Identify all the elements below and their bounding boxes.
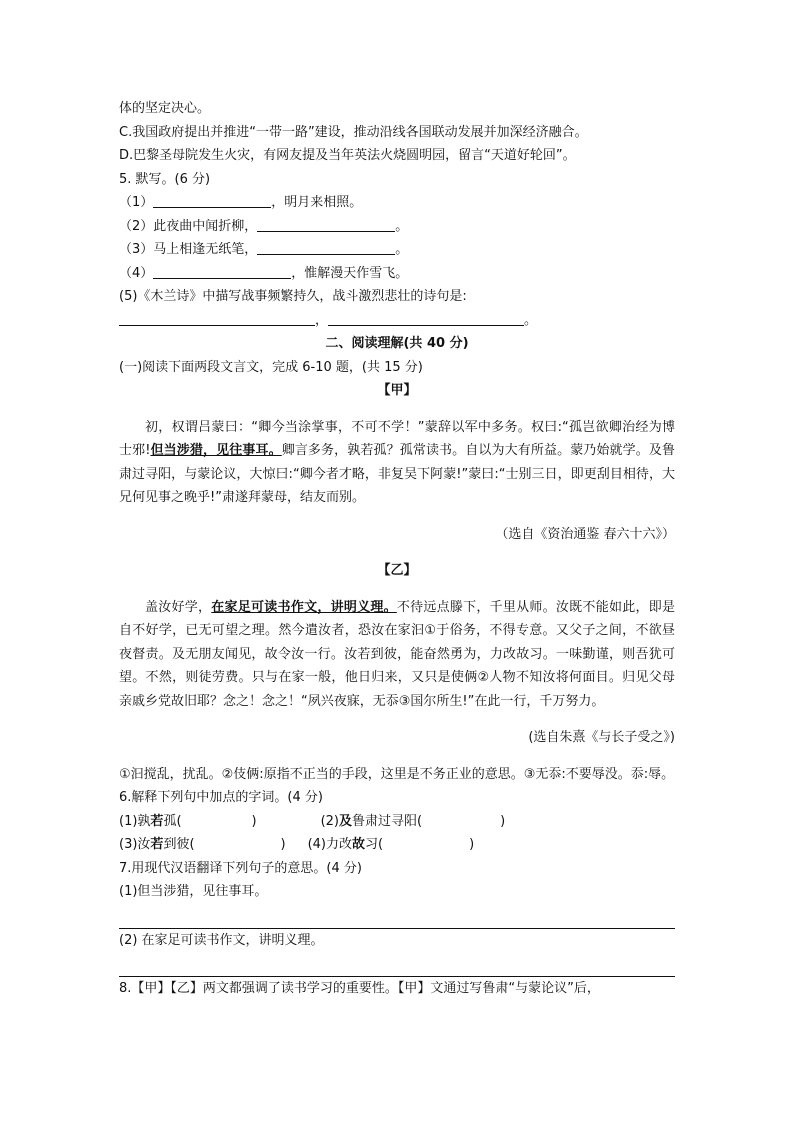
q8-text: 8.【甲】【乙】两文都强调了读书学习的重要性。【甲】文通过写鲁肃“与蒙论议”后，: [119, 981, 600, 996]
passage-yi-text: [119, 596, 675, 714]
q4-option-c: C.我国政府提出并推进“一带一路”建设，推动沿线各国联动发展并加深经济融合。: [119, 124, 588, 140]
q5-title: 5. 默写。(6 分): [119, 171, 211, 187]
q5-item-3: [119, 238, 675, 262]
passage-jia-text: [119, 416, 675, 510]
q5-item-1-num: （1）: [119, 195, 154, 210]
passage-jia-source: （选自《资治通鉴 春六十六》）: [495, 526, 675, 542]
q6-item-3-pre: (3)汝: [119, 837, 151, 852]
q6-item-3-end: 到彼(: [163, 837, 195, 852]
q4-text-tail: 体的坚定决心。: [119, 101, 211, 116]
q5-item-2-num: （2）: [119, 218, 154, 234]
q6-item-1-pre: (1)孰: [119, 813, 151, 829]
q5-item-5-answer: [119, 309, 675, 333]
q6-row-1: [119, 810, 675, 834]
q6-item-2-close: ): [500, 813, 506, 829]
q6-item-4-end: 习(: [365, 837, 384, 852]
q5-item-2-period: 。: [395, 218, 409, 234]
q5-item-4-text: ，惟解漫天作雪飞。: [291, 265, 409, 281]
section-2-title: 二、阅读理解(共 40 分): [325, 336, 469, 351]
q5-item-2: [119, 215, 675, 239]
q5-item-5: (5)《木兰诗》中描写战事频繁持久，战斗激烈悲壮的诗句是:: [119, 289, 467, 304]
q5-item-4-blank[interactable]: [153, 264, 291, 279]
q5-item-1-blank[interactable]: [153, 193, 271, 208]
q5-item-3-num: （3）: [119, 242, 154, 257]
q5-item-4: [119, 262, 675, 286]
q5-item-1-text: ，明月来相照。: [271, 195, 363, 210]
q6-item-2-word: 及: [339, 813, 353, 829]
q5-item-2-text: 此夜曲中闻折柳，: [153, 218, 258, 234]
q6-item-4-close: ): [469, 837, 475, 852]
q6-item-1-end: 孤(: [163, 813, 182, 829]
passage-jia-key-sentence: 但当涉猎，见往事耳。: [150, 443, 282, 458]
passage-yi-part-1: 盖汝好学，: [145, 599, 212, 615]
q5-item-5-blank-a[interactable]: [119, 311, 315, 326]
passage-yi-label: 【乙】: [377, 563, 417, 578]
q5-item-1: [119, 191, 675, 215]
passage-jia-label: 【甲】: [377, 383, 417, 398]
q6-item-4-word: 故: [352, 837, 366, 852]
q5-item-3-period: 。: [395, 242, 409, 257]
passage-yi-source: (选自朱熹《与长子受之》): [528, 730, 675, 745]
q6-item-1-word: 若: [150, 813, 164, 829]
q5-item-5-comma: ，: [315, 312, 329, 328]
passage-jia-part-2: 卿言多务，孰若孤？孤常读书。自以为大有所益。蒙乃始就学。及鲁肃过寻阳，与蒙论议，大惊曰:“卿今者才略，非复吴下阿蒙!”蒙曰:“士别三日，即更刮目相待，大兄何见事之晚乎!”肃遂拜蒙母，结友而别。: [119, 443, 675, 505]
q5-item-5-blank-b[interactable]: [328, 311, 524, 326]
passage-yi-key-sentence: 在家足可读书作文，讲明义理。: [211, 599, 397, 615]
section-2-intro: (一)阅读下面两段文言文，完成 6-10 题，(共 15 分): [119, 359, 423, 375]
q5-item-3-blank[interactable]: [257, 240, 395, 255]
passage-yi-notes: ①汩搅乱，扰乱。②伎俩:原指不正当的手段，这里是不务正业的意思。③无忝:不要辱没。忝:辱。: [119, 766, 675, 782]
passage-jia-part-1: 初，权谓吕蒙曰：“卿今当涂掌事，不可不学！”蒙辞以军中多务。权曰:“孤岂欲卿治经为博士邪!: [119, 419, 675, 458]
q7-title: 7.用现代汉语翻译下列句子的意思。(4 分): [119, 860, 362, 876]
q4-option-d: D.巴黎圣母院发生火灾，有网友提及当年英法火烧圆明园，留言“天道好轮回”。: [119, 148, 576, 163]
q6-item-1-close: ): [251, 813, 257, 829]
q5-item-5-period: 。: [524, 312, 538, 328]
q7-answer-line-2[interactable]: [119, 952, 675, 977]
q6-item-2-end: 鲁肃过寻阳(: [352, 813, 423, 829]
q6-item-4-pre: (4)力改: [307, 837, 353, 852]
q5-item-2-blank[interactable]: [257, 217, 395, 232]
q7-answer-line-1[interactable]: [119, 904, 675, 929]
page-content: [119, 97, 675, 1001]
q7-sentence-1: (1)但当涉猎，见往事耳。: [119, 884, 268, 899]
q6-title: 6.解释下列句中加点的字词。(4 分): [119, 790, 323, 805]
q6-item-3-word: 若: [150, 837, 164, 852]
q6-row-2: [119, 833, 675, 857]
q7-sentence-2: (2) 在家足可读书作文，讲明义理。: [119, 932, 324, 948]
q5-item-4-num: （4）: [119, 265, 154, 281]
q6-item-3-close: ): [280, 837, 286, 852]
passage-yi-part-2: 不待远点滕下，千里从师。汝既不能如此，即是自不好学，已无可望之理。然今遣汝者，恐汝在家汩①于俗务，不得专意。又父子之间，不欲昼夜督责。及无朋友闻见，故令汝一行。汝若到彼，能奋然勇为，力改故习。一味勤谨，则吾犹可望。不然，则徒劳费。只与在家一般，他日归来，又只是使俩②人物不知汝将何面目。归见父母亲戚乡党故旧耶？念之！念之！“夙兴夜寐，无忝③国尔所生!”在此一行，千万努力。: [119, 599, 675, 709]
q5-item-3-text: 马上相逢无纸笔，: [153, 242, 258, 257]
q6-item-2-pre: (2): [320, 813, 340, 829]
